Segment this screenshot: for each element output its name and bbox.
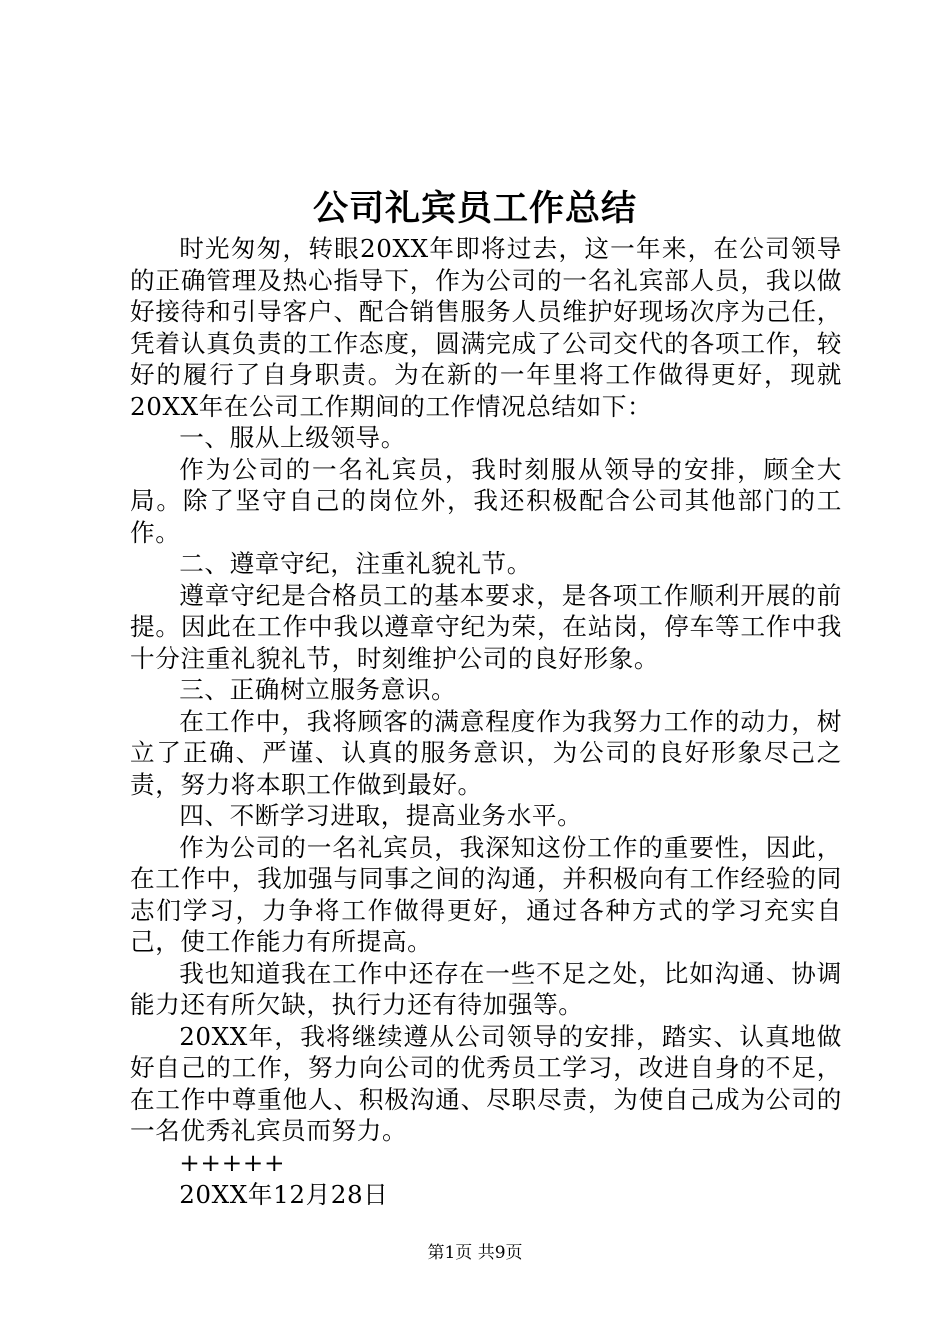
document-date: 20XX年12月28日 — [179, 1180, 389, 1209]
paragraph-section-3: 在工作中，我将顾客的满意程度作为我努力工作的动力，树立了正确、严谨、认真的服务意识，为公司的良好形象尽己之责，努力将本职工作做到最好。 — [130, 706, 842, 799]
document-title: 公司礼宾员工作总结 — [312, 188, 637, 229]
heading-section-4: 四、不断学习进取，提高业务水平。 — [179, 801, 583, 830]
paragraph-section-1: 作为公司的一名礼宾员，我时刻服从领导的安排，顾全大局。除了坚守自己的岗位外，我还积极配合公司其他部门的工作。 — [130, 454, 842, 547]
document-body — [130, 233, 842, 1211]
heading-section-1: 一、服从上级领导。 — [179, 423, 406, 452]
separator-plus-signs: +++++ — [179, 1147, 286, 1177]
paragraph-section-2: 遵章守纪是合格员工的基本要求，是各项工作顺利开展的前提。因此在工作中我以遵章守纪为荣，在站岗，停车等工作中我十分注重礼貌礼节，时刻维护公司的良好形象。 — [130, 580, 842, 673]
page-footer: 第1页 共9页 — [427, 1243, 523, 1263]
paragraph-intro: 时光匆匆，转眼20XX年即将过去，这一年来，在公司领导的正确管理及热心指导下，作为公司的一名礼宾部人员，我以做好接待和引导客户、配合销售服务人员维护好现场次序为己任，凭着认真负责的工作态度，圆满完成了公司交代的各项工作，较好的履行了自身职责。为在新的一年里将工作做得更好，现就20XX年在公司工作期间的工作情况总结如下： — [130, 234, 842, 421]
heading-section-3: 三、正确树立服务意识。 — [179, 675, 457, 704]
heading-section-2: 二、遵章守纪，注重礼貌礼节。 — [179, 549, 532, 578]
paragraph-outlook: 20XX年，我将继续遵从公司领导的安排，踏实、认真地做好自己的工作，努力向公司的优秀员工学习，改进自身的不足，在工作中尊重他人、积极沟通、尽职尽责，为使自己成为公司的一名优秀礼宾员而努力。 — [130, 1021, 842, 1145]
paragraph-shortcomings: 我也知道我在工作中还存在一些不足之处，比如沟通、协调能力还有所欠缺，执行力还有待加强等。 — [130, 958, 842, 1019]
paragraph-section-4: 作为公司的一名礼宾员，我深知这份工作的重要性，因此，在工作中，我加强与同事之间的沟通，并积极向有工作经验的同志们学习，力争将工作做得更好，通过各种方式的学习充实自己，使工作能力有所提高。 — [130, 832, 842, 956]
